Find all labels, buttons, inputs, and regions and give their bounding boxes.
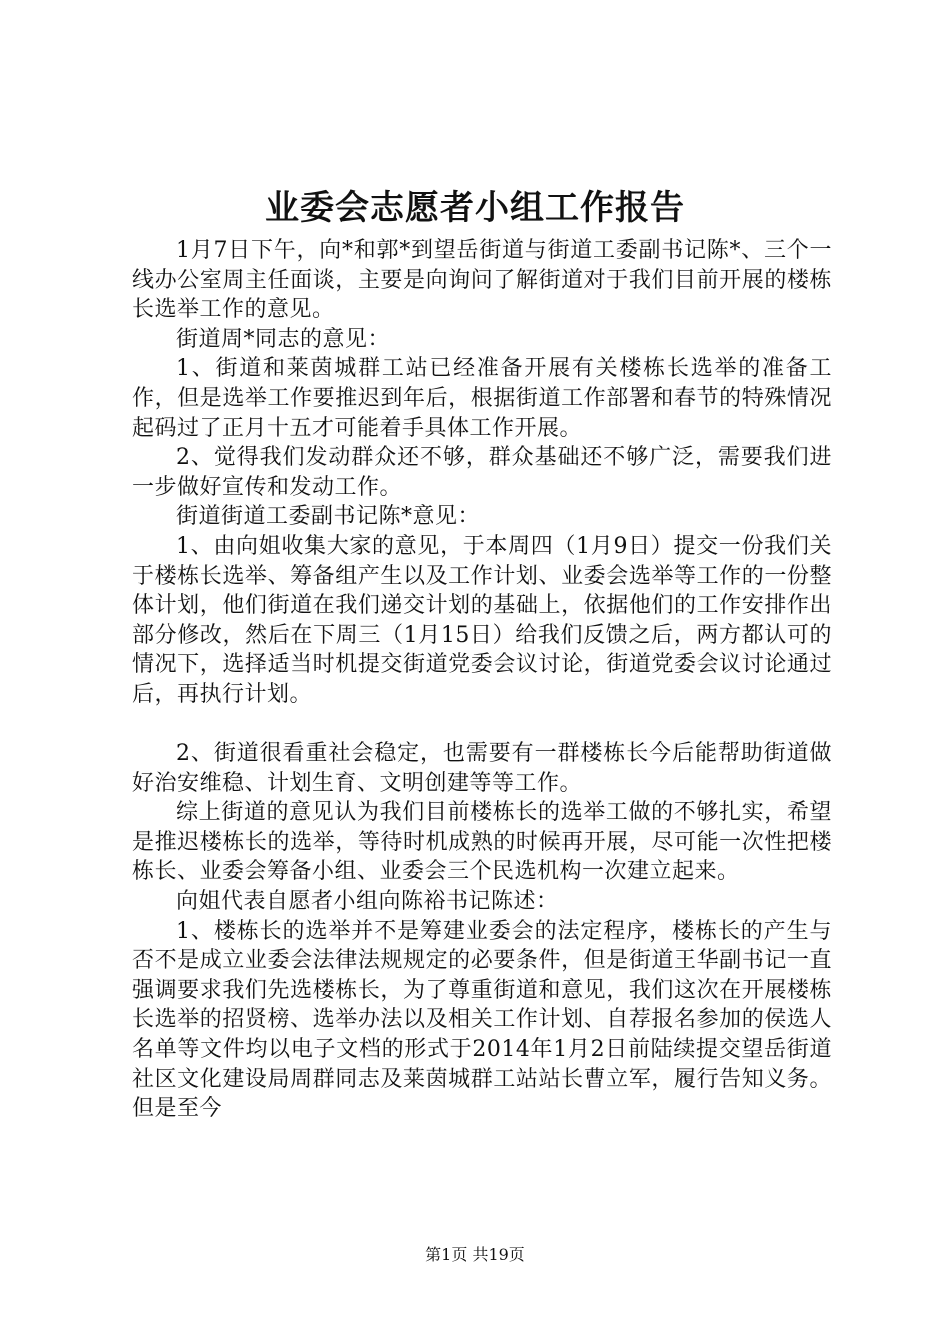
paragraph: 1月7日下午，向*和郭*到望岳街道与街道工委副书记陈*、三个一线办公室周主任面谈，主要是向询问了解街道对于我们目前开展的楼栋长选举工作的意见。: [132, 238, 832, 323]
paragraph: 街道周*同志的意见：: [176, 326, 391, 352]
paragraph: 1、由向姐收集大家的意见，于本周四（1月9日）提交一份我们关于楼栋长选举、筹备组产生以及工作计划、业委会选举等工作的一份整体计划，他们街道在我们递交计划的基础上，依据他们的工作安排作出部分修改，然后在下周三（1月15日）给我们反馈之后，两方都认可的情况下，选择适当时机提交街道党委会议讨论，街道党委会议讨论通过后，再执行计划。: [132, 533, 832, 707]
paragraph: 街道街道工委副书记陈*意见：: [176, 504, 481, 530]
paragraph: 向姐代表自愿者小组向陈裕书记陈述：: [176, 889, 559, 915]
paragraph: 2、觉得我们发动群众还不够，群众基础还不够广泛，需要我们进一步做好宣传和发动工作。: [132, 445, 832, 500]
paragraph: 1、街道和莱茵城群工站已经准备开展有关楼栋长选举的准备工作，但是选举工作要推迟到年后，根据街道工作部署和春节的特殊情况起码过了正月十五才可能着手具体工作开展。: [132, 356, 832, 441]
document-body: [132, 236, 832, 1124]
page-title: 业委会志愿者小组工作报告: [265, 188, 685, 228]
paragraph: 综上街道的意见认为我们目前楼栋长的选举工做的不够扎实，希望是推迟楼栋长的选举，等待时机成熟的时候再开展，尽可能一次性把楼栋长、业委会筹备小组、业委会三个民选机构一次建立起来。: [132, 800, 832, 885]
paragraph: 2、街道很看重社会稳定，也需要有一群楼栋长今后能帮助街道做好治安维稳、计划生育、文明创建等等工作。: [132, 741, 832, 796]
page-footer: 第1页 共19页: [425, 1245, 525, 1264]
paragraph: 1、楼栋长的选举并不是筹建业委会的法定程序，楼栋长的产生与否不是成立业委会法律法规规定的必要条件，但是街道王华副书记一直强调要求我们先选楼栋长，为了尊重街道和意见，我们这次在开展楼栋长选举的招贤榜、选举办法以及相关工作计划、自荐报名参加的侯选人名单等文件均以电子文档的形式于2014年1月2日前陆续提交望岳街道社区文化建设局周群同志及莱茵城群工站站长曹立军，履行告知义务。但是至今: [132, 918, 832, 1122]
